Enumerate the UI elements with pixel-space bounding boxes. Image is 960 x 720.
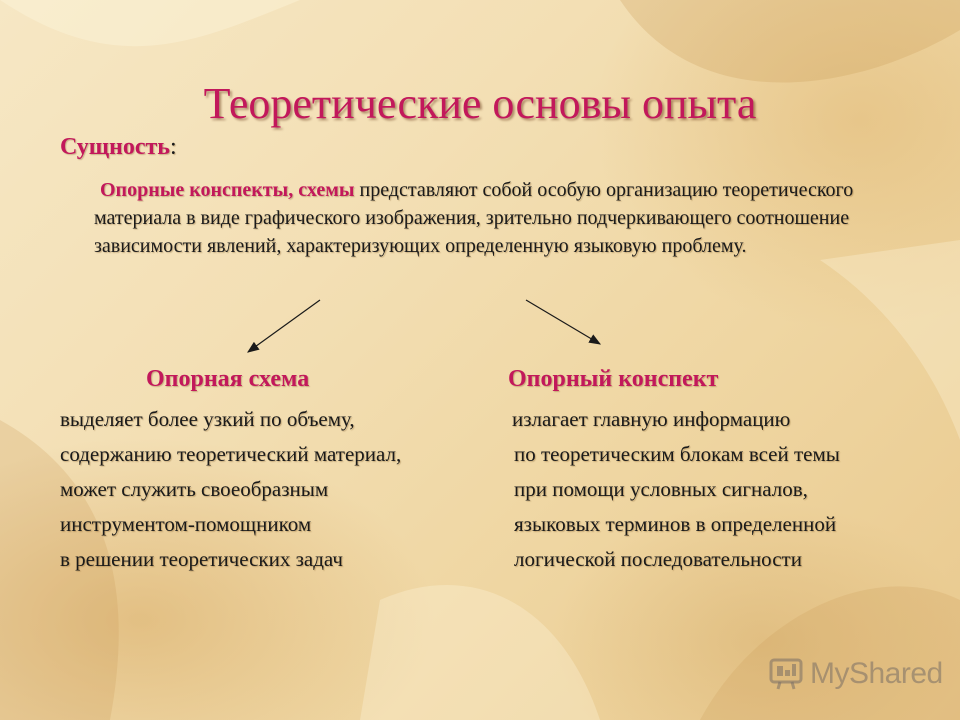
myshared-logo-icon	[768, 657, 804, 691]
left-column-line: может служить своеобразным	[60, 477, 329, 501]
left-column-lines	[60, 404, 401, 579]
left-column-line: содержанию теоретический материал,	[60, 442, 402, 466]
arrow-left	[248, 300, 320, 352]
left-column-heading: Опорная схема	[146, 366, 310, 392]
left-column-line: выделяет более узкий по объему,	[60, 407, 355, 431]
left-column-line: в решении теоретических задач	[60, 547, 343, 571]
arrow-right	[526, 300, 600, 344]
right-column-line: по теоретическим блокам всей темы	[514, 442, 840, 466]
right-column-line: при помощи условных сигналов,	[514, 477, 808, 501]
right-column-lines	[514, 404, 840, 579]
myshared-watermark	[768, 654, 943, 694]
essence-label-text: Сущность	[60, 134, 170, 160]
essence-colon: :	[169, 134, 177, 160]
right-column-line: логической последовательности	[514, 547, 802, 571]
definition-text: представляют собой особую организацию теоретического материала в виде графического изображения, зрительно подчеркивающего соотношение зависимости явлений, характеризующих определенную языковую проблему.	[94, 179, 854, 257]
definition-term: Опорные конспекты, схемы	[100, 179, 355, 201]
watermark-text: MyShared	[810, 657, 943, 690]
left-column-line: инструментом-помощником	[60, 512, 312, 536]
right-column-heading: Опорный конспект	[508, 366, 719, 392]
slide-title: Теоретические основы опыта	[203, 79, 757, 128]
right-column-line: излагает главную информацию	[512, 407, 791, 431]
right-column-line: языковых терминов в определенной	[514, 512, 837, 536]
